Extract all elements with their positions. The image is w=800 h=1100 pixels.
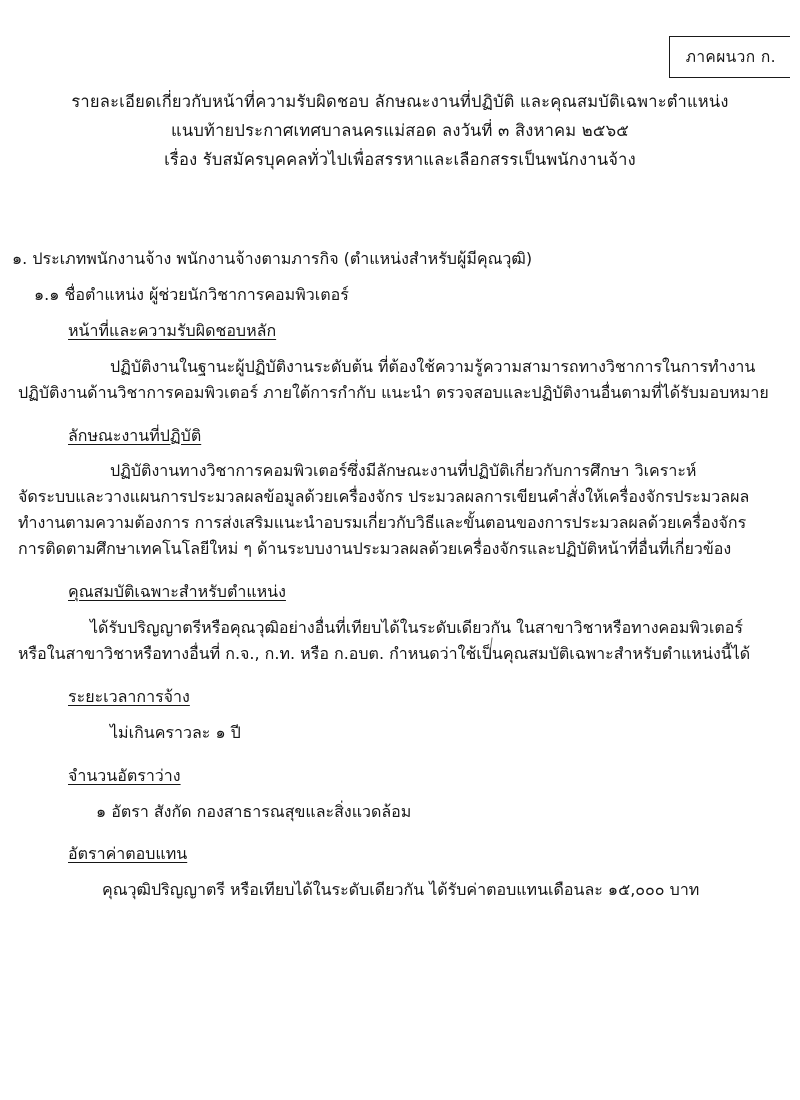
duties-line-1: ปฏิบัติงานในฐานะผู้ปฏิบัติงานระดับต้น ที่ต้องใช้ความรู้ความสามารถทางวิชาการในการทำงาน: [110, 356, 756, 376]
qualification-line-1: ได้รับปริญญาตรีหรือคุณวุฒิอย่างอื่นที่เทียบได้ในระดับเดียวกัน ในสาขาวิชาหรือทางคอมพิวเตอร์: [90, 617, 743, 637]
heading-line-2: แนบท้ายประกาศเทศบาลนครแม่สอด ลงวันที่ ๓ สิงหาคม ๒๕๖๕: [171, 120, 629, 140]
duties-heading: หน้าที่และความรับผิดชอบหลัก: [68, 320, 277, 340]
period-heading: ระยะเวลาการจ้าง: [68, 686, 190, 706]
work-line-2: จัดระบบและวางแผนการประมวลผลข้อมูลด้วยเครื่องจักร ประมวลผลการเขียนคำสั่งให้เครื่องจักรประมวลผล: [18, 487, 750, 507]
appendix-label: ภาคผนวก ก.: [685, 48, 776, 66]
heading-line-1: รายละเอียดเกี่ยวกับหน้าที่ความรับผิดชอบ ลักษณะงานที่ปฏิบัติ และคุณสมบัติเฉพาะตำแหน่ง: [71, 92, 729, 111]
qualification-line-2: หรือในสาขาวิชาหรือทางอื่นที่ ก.จ., ก.ท. หรือ ก.อบต. กำหนดว่าใช้เป็นคุณสมบัติเฉพาะสำหรับตำแหน่งนี้ได้: [18, 643, 751, 663]
salary-text: คุณวุฒิปริญญาตรี หรือเทียบได้ในระดับเดียวกัน ได้รับค่าตอบแทนเดือนละ ๑๕,๐๐๐ บาท: [102, 880, 700, 900]
document-heading: [0, 88, 800, 175]
duties-line-2: ปฏิบัติงานด้านวิชาการคอมพิวเตอร์ ภายใต้การกำกับ แนะนำ ตรวจสอบและปฏิบัติงานอื่นตามที่ได้รับมอบหมาย: [18, 382, 769, 402]
work-heading: ลักษณะงานที่ปฏิบัติ: [68, 425, 202, 445]
vacancy-heading: จำนวนอัตราว่าง: [68, 765, 181, 785]
work-line-3: ทำงานตามความต้องการ การส่งเสริมแนะนำอบรมเกี่ยวกับวิธีและขั้นตอนของการประมวลผลด้วยเครื่องจักร: [18, 513, 747, 533]
vacancy-text: ๑ อัตรา สังกัด กองสาธารณสุขและสิ่งแวดล้อม: [96, 801, 412, 821]
section-item-1-1: ๑.๑ ชื่อตำแหน่ง ผู้ช่วยนักวิชาการคอมพิวเตอร์: [34, 284, 349, 304]
period-text: ไม่เกินคราวละ ๑ ปี: [110, 722, 241, 742]
qualification-heading: คุณสมบัติเฉพาะสำหรับตำแหน่ง: [68, 582, 286, 602]
heading-line-3: เรื่อง รับสมัครบุคคลทั่วไปเพื่อสรรหาและเลือกสรรเป็นพนักงานจ้าง: [164, 149, 636, 169]
section-item-1: ๑. ประเภทพนักงานจ้าง พนักงานจ้างตามภารกิจ (ตำแหน่งสำหรับผู้มีคุณวุฒิ): [12, 249, 533, 268]
work-line-1: ปฏิบัติงานทางวิชาการคอมพิวเตอร์ซึ่งมีลักษณะงานที่ปฏิบัติเกี่ยวกับการศึกษา วิเคราะห์: [110, 461, 697, 481]
salary-heading: อัตราค่าตอบแทน: [68, 844, 188, 864]
document-body: [0, 246, 800, 903]
work-line-4: การติดตามศึกษาเทคโนโลยีใหม่ ๆ ด้านระบบงานประมวลผลด้วยเครื่องจักรและปฏิบัติหน้าที่อื่นที่เกี่ยวข้อง: [18, 539, 732, 559]
appendix-label-box: [669, 36, 790, 78]
